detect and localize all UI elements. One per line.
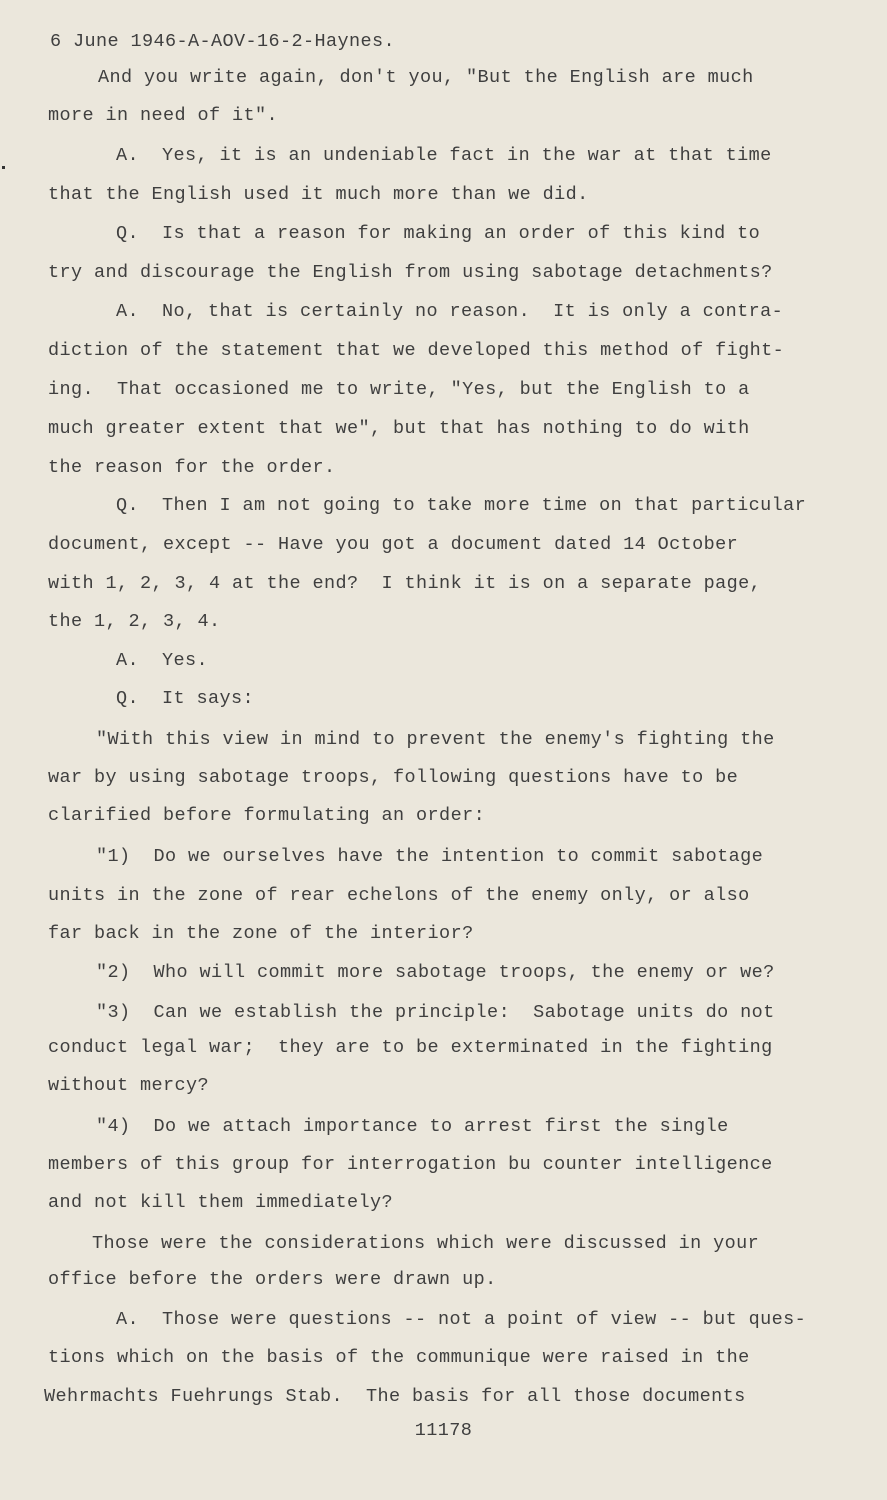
text-line: ing. That occasioned me to write, "Yes, but the English to a — [48, 379, 750, 400]
text-line: A. No, that is certainly no reason. It is only a contra- — [116, 301, 784, 322]
margin-mark — [2, 166, 5, 169]
text-line: more in need of it". — [48, 105, 279, 126]
text-line: Q. Then I am not going to take more time on that particular — [116, 495, 807, 516]
text-line: clarified before formulating an order: — [48, 805, 486, 826]
text-line: try and discourage the English from using sabotage detachments? — [48, 262, 773, 283]
text-line: tions which on the basis of the communique were raised in the — [48, 1347, 750, 1368]
text-line: without mercy? — [48, 1075, 210, 1096]
document-header: 6 June 1946-A-AOV-16-2-Haynes. — [50, 31, 396, 52]
text-line: far back in the zone of the interior? — [48, 923, 474, 944]
text-line: office before the orders were drawn up. — [48, 1269, 497, 1290]
text-line: A. Those were questions -- not a point of view -- but ques- — [116, 1309, 807, 1330]
text-line: And you write again, don't you, "But the English are much — [98, 67, 754, 88]
text-line: conduct legal war; they are to be exterminated in the fighting — [48, 1037, 773, 1058]
text-line: Q. It says: — [116, 688, 255, 709]
text-line: members of this group for interrogation bu counter intelligence — [48, 1154, 773, 1175]
text-line: "2) Who will commit more sabotage troops, the enemy or we? — [96, 962, 775, 983]
text-line: much greater extent that we", but that has nothing to do with — [48, 418, 750, 439]
text-line: Q. Is that a reason for making an order of this kind to — [116, 223, 761, 244]
text-line: and not kill them immediately? — [48, 1192, 394, 1213]
text-line: Wehrmachts Fuehrungs Stab. The basis for all those documents — [44, 1386, 746, 1407]
text-line: diction of the statement that we developed this method of fight- — [48, 340, 785, 361]
text-line: A. Yes. — [116, 650, 209, 671]
text-line: A. Yes, it is an undeniable fact in the war at that time — [116, 145, 772, 166]
text-line: "3) Can we establish the principle: Sabotage units do not — [96, 1002, 775, 1023]
text-line: "With this view in mind to prevent the enemy's fighting the — [96, 729, 775, 750]
text-line: "1) Do we ourselves have the intention to commit sabotage — [96, 846, 764, 867]
text-line: "4) Do we attach importance to arrest first the single — [96, 1116, 729, 1137]
text-line: war by using sabotage troops, following questions have to be — [48, 767, 739, 788]
text-line: units in the zone of rear echelons of the enemy only, or also — [48, 885, 750, 906]
text-line: that the English used it much more than we did. — [48, 184, 589, 205]
text-line: the 1, 2, 3, 4. — [48, 611, 221, 632]
text-line: document, except -- Have you got a document dated 14 October — [48, 534, 739, 555]
text-line: the reason for the order. — [48, 457, 336, 478]
text-line: with 1, 2, 3, 4 at the end? I think it is on a separate page, — [48, 573, 762, 594]
text-line: Those were the considerations which were discussed in your — [92, 1233, 760, 1254]
page-number: 11178 — [414, 1420, 473, 1441]
